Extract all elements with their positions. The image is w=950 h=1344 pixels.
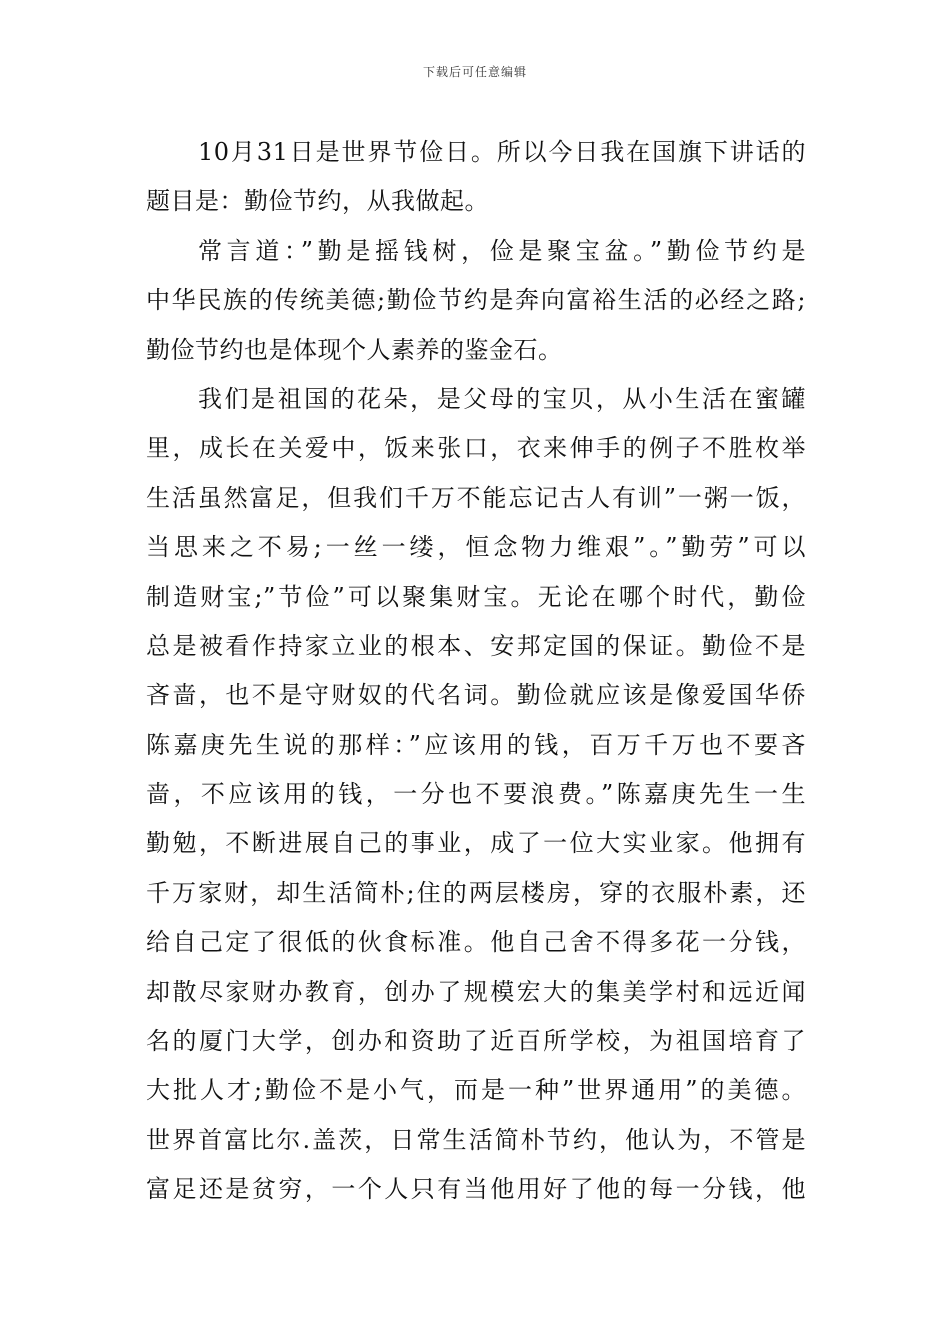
text-line: 世界首富比尔.盖茨，日常生活简朴节约，他认为，不管是 [146,1125,806,1154]
text-line: 制造财宝;”节俭”可以聚集财宝。无论在哪个时代，勤俭 [146,582,806,611]
text-line: 我们是祖国的花朵，是父母的宝贝，从小生活在蜜罐 [198,384,806,413]
text-line: 10月31日是世界节俭日。所以今日我在国旗下讲话的 [198,138,806,166]
text-line: 名的厦门大学，创办和资助了近百所学校，为祖国培育了 [146,1027,806,1056]
text-line: 里，成长在关爱中，饭来张口，衣来伸手的例子不胜枚举 [146,434,806,463]
text-line: 当思来之不易;一丝一缕，恒念物力维艰”。”勤劳”可以 [146,533,806,562]
text-line: 啬，不应该用的钱，一分也不要浪费。”陈嘉庚先生一生 [146,780,806,809]
text-line: 题目是：勤俭节约，从我做起。 [146,187,489,216]
page-header: 下载后可任意编辑 [422,65,527,79]
text-line: 千万家财，却生活简朴;住的两层楼房，穿的衣服朴素，还 [146,878,806,907]
text-line: 总是被看作持家立业的根本、安邦定国的保证。勤俭不是 [146,631,806,660]
text-line: 陈嘉庚先生说的那样：”应该用的钱，百万千万也不要吝 [146,730,806,759]
text-line: 富足还是贫穷，一个人只有当他用好了他的每一分钱，他 [146,1175,806,1204]
body-text [146,128,806,1215]
text-line: 中华民族的传统美德;勤俭节约是奔向富裕生活的必经之路; [146,286,806,315]
text-line: 常言道：”勤是摇钱树，俭是聚宝盆。”勤俭节约是 [198,236,806,265]
text-line: 吝啬，也不是守财奴的代名词。勤俭就应该是像爱国华侨 [146,681,806,710]
text-line: 生活虽然富足，但我们千万不能忘记古人有训”一粥一饭， [146,483,806,512]
text-line: 却散尽家财办教育，创办了规模宏大的集美学村和远近闻 [146,977,806,1006]
text-line: 勤俭节约也是体现个人素养的鉴金石。 [146,335,563,364]
text-line: 给自己定了很低的伙食标准。他自己舍不得多花一分钱， [146,928,806,957]
text-line: 大批人才;勤俭不是小气，而是一种”世界通用”的美德。 [146,1076,806,1105]
text-line: 勤勉，不断进展自己的事业，成了一位大实业家。他拥有 [146,829,806,858]
